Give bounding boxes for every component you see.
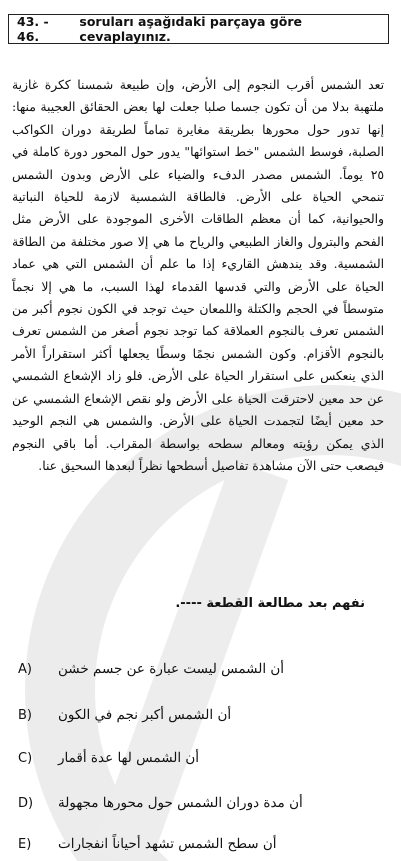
reading-passage: تعد الشمس أقرب النجوم إلى الأرض، وإن طبيعة شمسنا ككرة غازية ملتهبة بدلا من أن تكون جسما صلبا جعلت لها بعض الحقائق العجيبة منها: إنها تدور حول محورها بطريقة مغايرة تماماً لطريقة دوران الكواكب الصلبة، فوسط الشمس "خط استوائها" يدور حول المحور دورة كاملة في ٢٥ يوماً. الشمس مصدر الدفء والضياء على الأرض وبدون الشمس تنمحي الحياة على الأرض. فالطاقة الشمسية لازمة للحياة النباتية والحيوانية، كما أن معظم الطاقات الأخرى الموجودة على الأرض مثل الفحم والبترول والغاز الطبيعي والرياح ما هي إلا صور مختلفة من الطاقة الشمسية. وقد يندهش القاريء إذا ما علم أن الشمس التي هي عماد الحياة على الأرض والتي قدسها القدماء لهذا السبب، ما هي إلا نجماً متوسطاً في الحجم والكتلة واللمعان حيث توجد في الكون نجوم أكبر من الشمس تعرف بالنجوم العملاقة كما توجد نجوم أصغر من الشمس تعرف بالنجوم الأقزام. وكون الشمس نجمًا وسطًا يجعلها أكثر استقراراً الأمر الذي ينعكس على استقرار الحياة على الأرض. فلو زاد الإشعاع الشمسي عن حد معين لاحترقت الحياة على الأرض ولو نقص الإشعاع الشمسي عن حد معين أيضًا لتجمدت الحياة على الأرض. والشمس هي النجم الوحيد الذي يمكن رؤيته ومعالم سطحه بواسطة المقراب. أما باقي النجوم فيصعب حتى الآن مشاهدة تفاصيل أسطحها نظراً لبعدها السحيق عنا. <box>12 78 384 473</box>
question-header <box>8 14 389 44</box>
option-letter: E) <box>18 836 32 852</box>
option-e[interactable] <box>18 832 378 856</box>
option-letter: C) <box>18 750 33 766</box>
question-range: 43. - 46. <box>17 14 49 44</box>
option-letter: A) <box>18 661 32 677</box>
option-c[interactable] <box>18 746 378 770</box>
option-text: أن مدة دوران الشمس حول محورها مجهولة <box>58 795 303 811</box>
option-a[interactable] <box>18 657 378 681</box>
option-letter: D) <box>18 795 34 811</box>
header-instruction: soruları aşağıdaki parçaya göre cevaplayınız. <box>79 14 303 44</box>
option-text: أن الشمس أكبر نجم في الكون <box>58 707 232 723</box>
option-letter: B) <box>18 707 32 723</box>
option-b[interactable] <box>18 703 378 727</box>
option-text: أن الشمس ليست عبارة عن جسم خشن <box>58 661 285 677</box>
question-prompt: نفهم بعد مطالعة القطعة ----. <box>175 596 365 611</box>
option-text: أن الشمس لها عدة أقمار <box>58 750 200 766</box>
option-text: أن سطح الشمس تشهد أحياناً انفجارات <box>58 836 277 852</box>
option-d[interactable] <box>18 791 378 815</box>
